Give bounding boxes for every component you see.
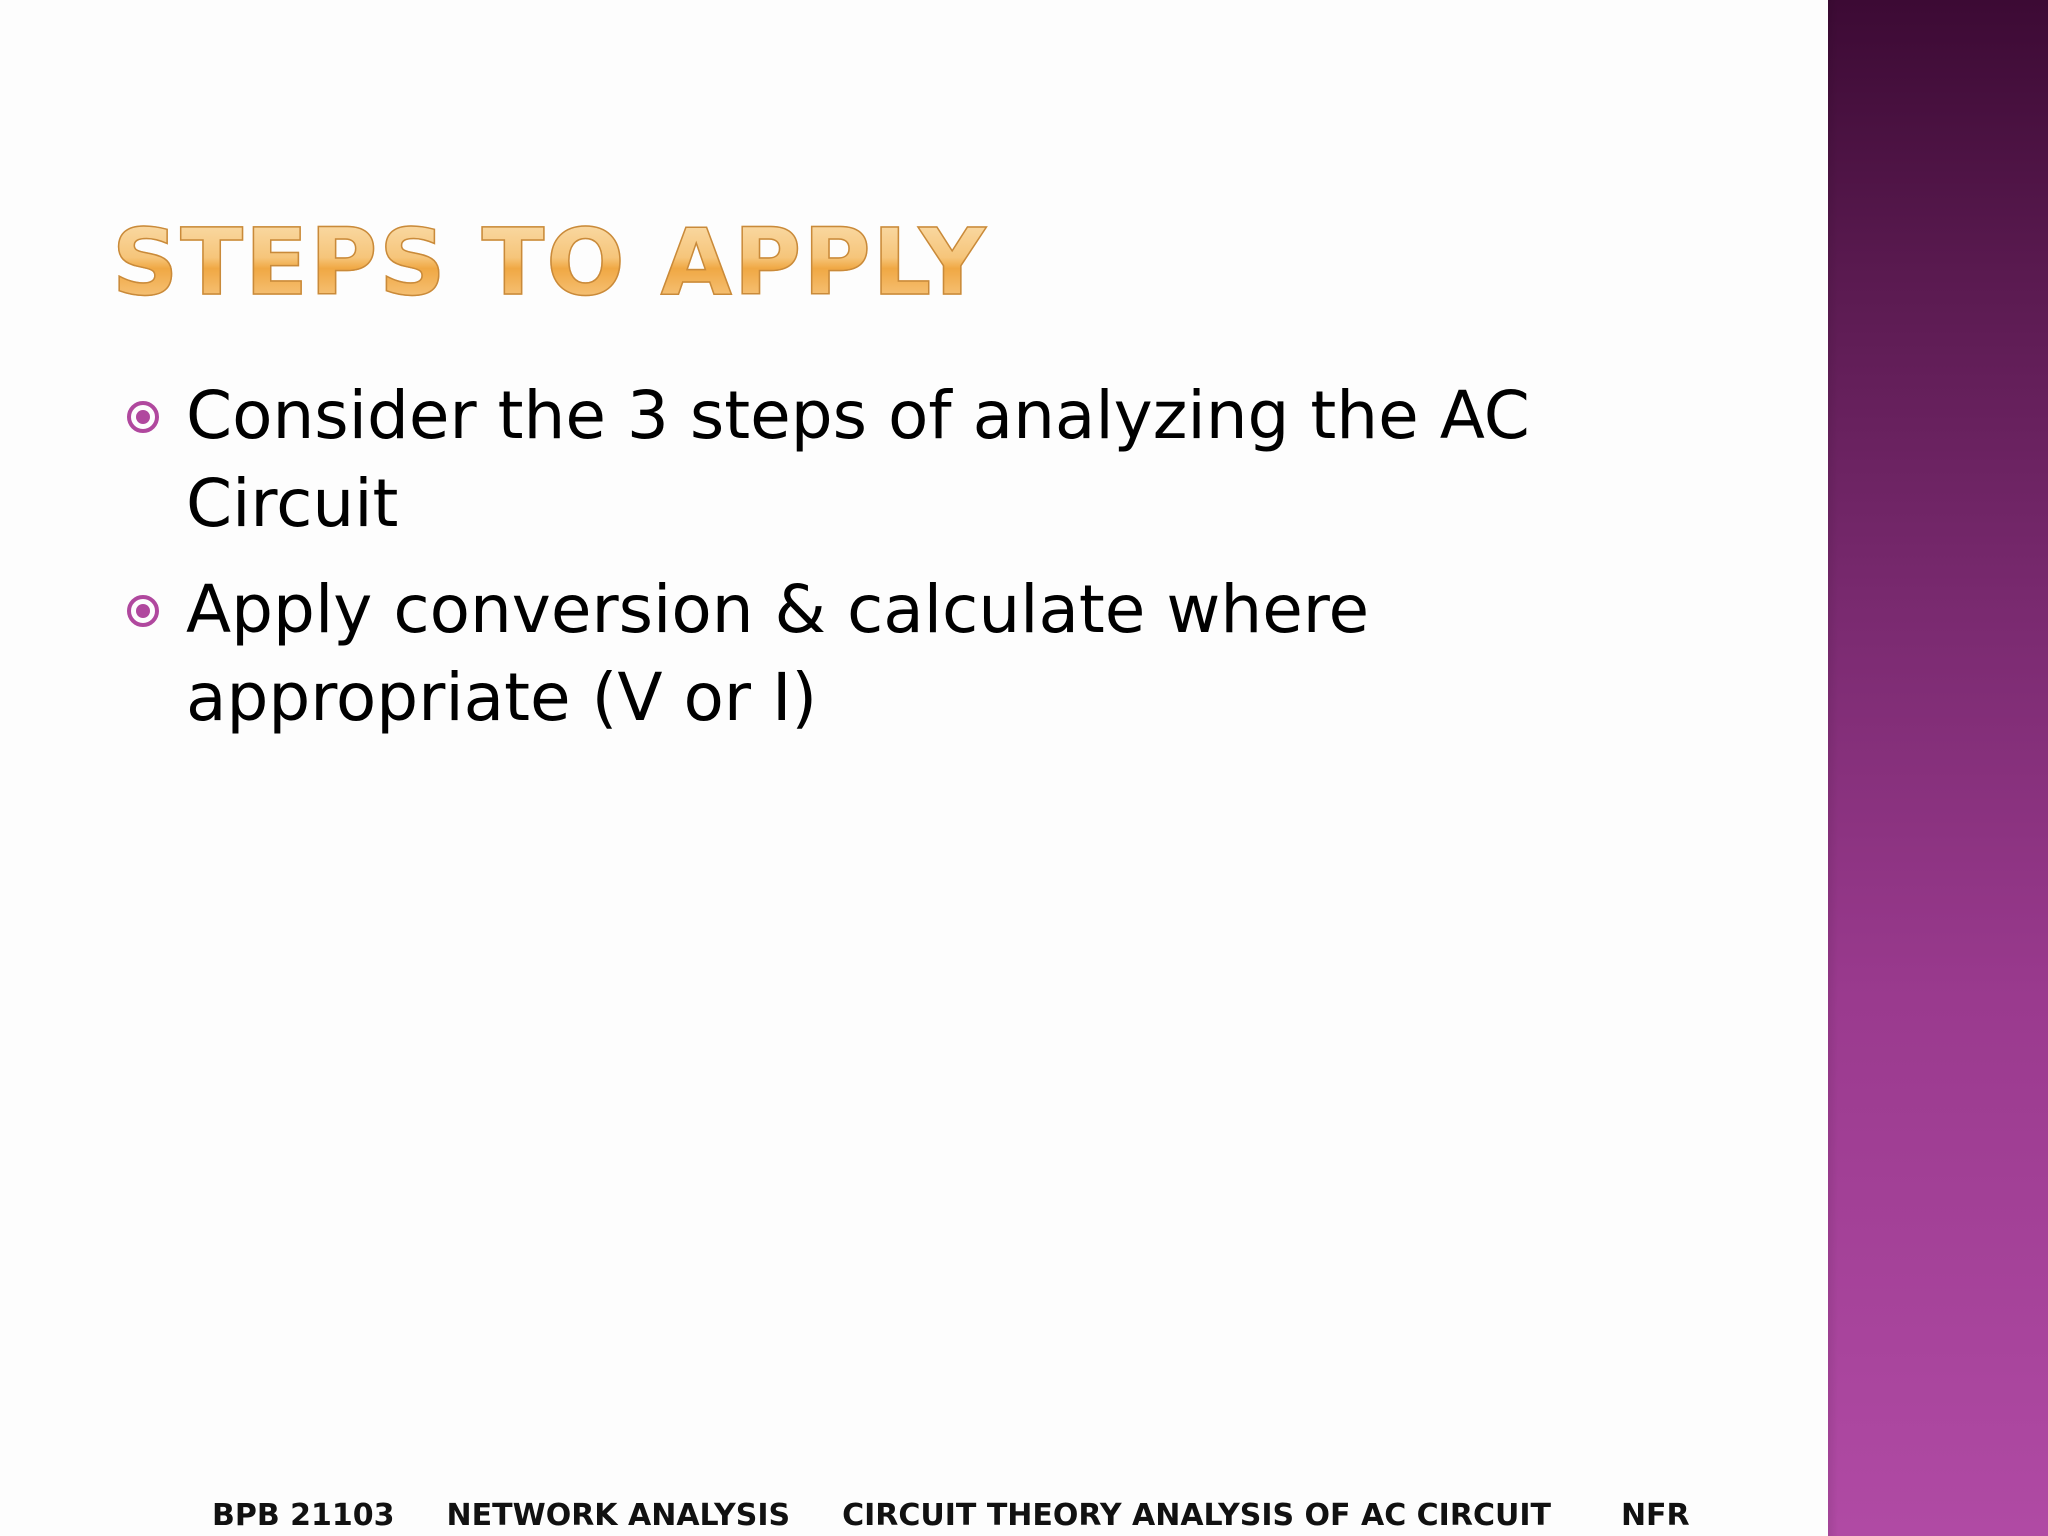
footer-author: NFR — [1620, 1498, 1690, 1533]
bullet-item — [120, 372, 1540, 548]
footer-topic: CIRCUIT THEORY ANALYSIS OF AC CIRCUIT — [842, 1498, 1551, 1533]
circled-dot-icon — [126, 594, 160, 628]
slide-title: STEPS TO APPLY — [112, 209, 988, 316]
footer-course-code: BPB 21103 — [212, 1498, 395, 1533]
bullet-item — [120, 566, 1540, 742]
decorative-side-band — [1828, 0, 2048, 1536]
bullet-list — [120, 372, 1540, 760]
footer-course-name: NETWORK ANALYSIS — [446, 1498, 791, 1533]
slide-footer — [212, 1496, 1690, 1536]
circled-dot-icon — [126, 400, 160, 434]
bullet-text: Apply conversion & calculate where appropriate (V or I) — [186, 571, 1370, 736]
bullet-text: Consider the 3 steps of analyzing the AC Circuit — [186, 377, 1530, 542]
